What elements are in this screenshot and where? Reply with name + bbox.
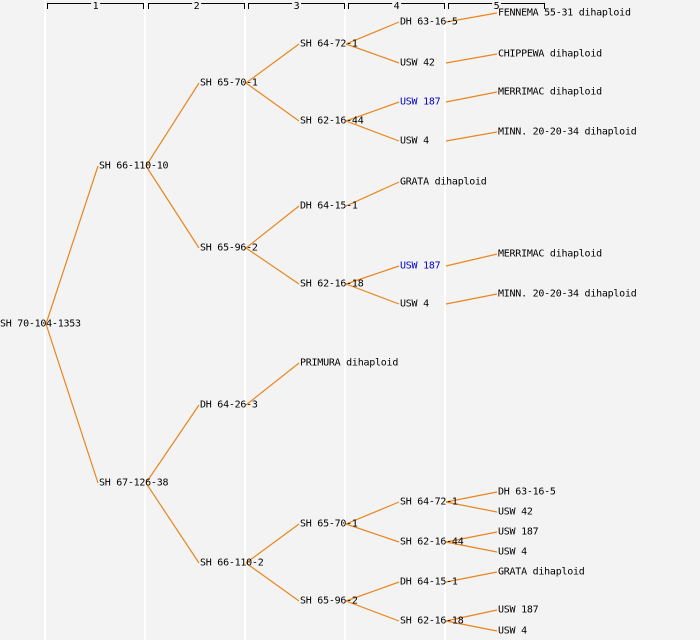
node-label-dh-63-16-5: DH 63-16-5 xyxy=(400,16,458,28)
node-label-usw-187: USW 187 xyxy=(498,526,539,538)
node-label-sh-62-16-18: SH 62-16-18 xyxy=(300,278,364,290)
node-label-usw-187[interactable]: USW 187 xyxy=(400,260,441,272)
node-label-sh-66-110-10: SH 66-110-10 xyxy=(99,160,169,172)
node-label-merrimac-dihaploid: MERRIMAC dihaploid xyxy=(498,248,602,260)
generation-ruler-bracket-4 xyxy=(348,1,445,12)
pedigree-edge xyxy=(446,132,497,141)
pedigree-edge xyxy=(146,166,199,248)
node-label-usw-4: USW 4 xyxy=(498,625,527,637)
node-label-sh-64-72-1: SH 64-72-1 xyxy=(300,38,358,50)
generation-number: 3 xyxy=(293,1,300,12)
node-label-sh-64-72-1: SH 64-72-1 xyxy=(400,496,458,508)
node-label-minn-20-20-34-dihaploid: MINN. 20-20-34 dihaploid xyxy=(498,126,637,138)
pedigree-edge xyxy=(446,54,497,63)
generation-ruler-bracket-1 xyxy=(47,1,144,12)
node-label-usw-187: USW 187 xyxy=(498,604,539,616)
pedigree-edge xyxy=(46,324,98,483)
node-label-chippewa-dihaploid: CHIPPEWA dihaploid xyxy=(498,48,602,60)
node-label-usw-4: USW 4 xyxy=(400,135,429,147)
node-label-grata-dihaploid: GRATA dihaploid xyxy=(498,566,585,578)
node-label-dh-64-26-3: DH 64-26-3 xyxy=(200,399,258,411)
pedigree-edge xyxy=(146,83,199,166)
node-label-sh-65-70-1: SH 65-70-1 xyxy=(300,518,358,530)
generation-ruler-bracket-3 xyxy=(248,1,345,12)
node-label-sh-66-110-2: SH 66-110-2 xyxy=(200,557,264,569)
pedigree-edge xyxy=(246,563,299,601)
node-label-sh-67-126-38: SH 67-126-38 xyxy=(99,477,169,489)
pedigree-edge xyxy=(146,405,199,483)
generation-ruler-bracket-2 xyxy=(148,1,245,12)
pedigree-edge xyxy=(446,294,497,304)
node-label-dh-63-16-5: DH 63-16-5 xyxy=(498,486,556,498)
node-label-grata-dihaploid: GRATA dihaploid xyxy=(400,176,487,188)
generation-number: 4 xyxy=(393,1,400,12)
node-label-sh-65-70-1: SH 65-70-1 xyxy=(200,77,258,89)
node-label-dh-64-15-1: DH 64-15-1 xyxy=(300,200,358,212)
node-label-merrimac-dihaploid: MERRIMAC dihaploid xyxy=(498,86,602,98)
node-label-usw-42: USW 42 xyxy=(400,57,435,69)
pedigree-edge xyxy=(446,92,497,102)
node-label-usw-4: USW 4 xyxy=(400,298,429,310)
node-label-usw-4: USW 4 xyxy=(498,546,527,558)
node-label-dh-64-15-1: DH 64-15-1 xyxy=(400,576,458,588)
node-label-usw-42: USW 42 xyxy=(498,506,533,518)
node-label-sh-65-96-2: SH 65-96-2 xyxy=(200,242,258,254)
generation-number: 2 xyxy=(193,1,200,12)
pedigree-edge xyxy=(446,254,497,266)
generation-number: 5 xyxy=(493,1,500,12)
node-label-primura-dihaploid: PRIMURA dihaploid xyxy=(300,357,399,369)
pedigree-edge xyxy=(246,83,299,121)
generation-number: 1 xyxy=(92,1,99,12)
node-label-fennema-55-31-dihaploid: FENNEMA 55-31 dihaploid xyxy=(498,7,631,19)
node-label-sh-70-104-1353: SH 70-104-1353 xyxy=(0,318,81,330)
node-label-sh-62-16-44: SH 62-16-44 xyxy=(300,115,364,127)
node-label-sh-65-96-2: SH 65-96-2 xyxy=(300,595,358,607)
node-label-minn-20-20-34-dihaploid: MINN. 20-20-34 dihaploid xyxy=(498,288,637,300)
node-label-sh-62-16-44: SH 62-16-44 xyxy=(400,536,464,548)
node-label-usw-187[interactable]: USW 187 xyxy=(400,96,441,108)
pedigree-edge xyxy=(46,166,98,324)
node-label-sh-62-16-18: SH 62-16-18 xyxy=(400,615,464,627)
pedigree-edge xyxy=(146,483,199,563)
